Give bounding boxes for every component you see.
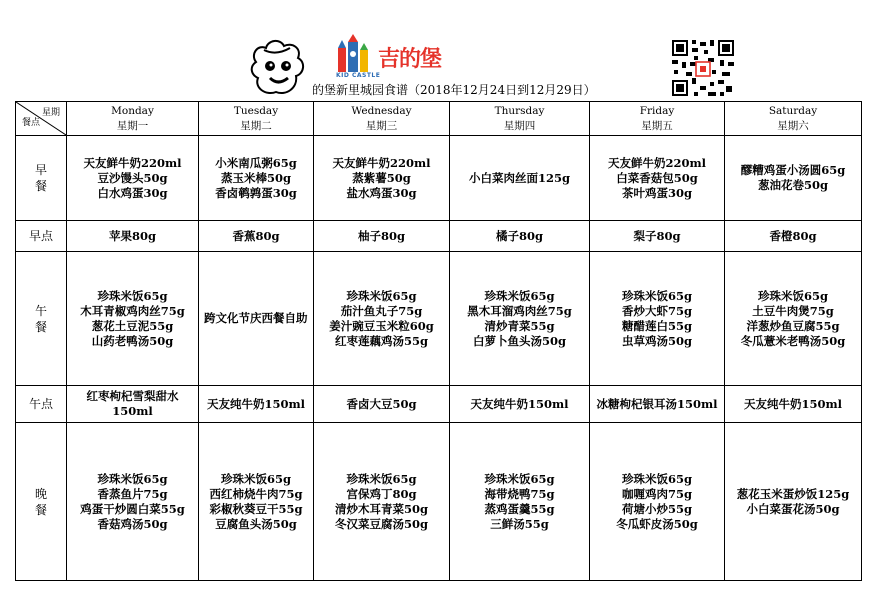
menu-cell bbox=[314, 386, 450, 423]
dish-item: 天友鲜牛奶220ml bbox=[83, 155, 182, 170]
dish-item: 香蒸鱼片75g bbox=[97, 486, 168, 501]
day-cn: 星期一 bbox=[116, 119, 149, 132]
meal-label-cell bbox=[16, 386, 67, 423]
menu-cell bbox=[725, 386, 862, 423]
menu-cell bbox=[725, 136, 862, 221]
dish-item: 姜汁豌豆玉米粒60g bbox=[329, 318, 434, 333]
dish-item: 海带烧鸭75g bbox=[484, 486, 555, 501]
dish-item: 豆沙馒头50g bbox=[97, 170, 168, 185]
day-cn: 星期六 bbox=[777, 119, 809, 132]
day-en: Saturday bbox=[768, 104, 818, 117]
day-header-thursday bbox=[450, 102, 590, 136]
dish-item: 鸡蛋干炒圆白菜55g bbox=[80, 501, 185, 516]
page-title: 的堡新里城园食谱（2018年12月24日到12月29日） bbox=[312, 83, 596, 97]
dish-item: 盐水鸡蛋30g bbox=[346, 185, 417, 200]
dish-item: 梨子80g bbox=[633, 228, 681, 243]
meal-label-cell bbox=[16, 252, 67, 386]
dish-item: 香蕉80g bbox=[232, 228, 280, 243]
menu-cell bbox=[67, 252, 199, 386]
menu-cell bbox=[725, 221, 862, 252]
dish-item: 糖醋莲白55g bbox=[621, 318, 693, 333]
day-header-wednesday bbox=[314, 102, 450, 136]
menu-cell bbox=[67, 386, 199, 423]
dish-item: 茄汁鱼丸子75g bbox=[340, 303, 423, 318]
menu-cell bbox=[314, 221, 450, 252]
dish-item: 三鲜汤55g bbox=[490, 516, 549, 531]
dish-item: 山药老鸭汤50g bbox=[91, 333, 174, 348]
menu-cell bbox=[199, 423, 314, 581]
logo-text: 吉的堡 bbox=[378, 47, 442, 72]
menu-cell bbox=[67, 423, 199, 581]
day-en: Monday bbox=[111, 104, 154, 117]
dish-item: 柚子80g bbox=[357, 228, 406, 243]
menu-cell bbox=[450, 252, 590, 386]
dish-item: 跨文化节庆西餐自助 bbox=[204, 311, 308, 325]
corner-weekday-label: 星期 bbox=[41, 108, 60, 118]
dish-item: 清炒青菜55g bbox=[484, 318, 555, 333]
lunch-row bbox=[16, 252, 862, 386]
dish-item: 小白菜肉丝面125g bbox=[468, 170, 571, 185]
day-en: Thursday bbox=[494, 104, 545, 117]
day-cn: 星期三 bbox=[365, 119, 398, 132]
day-cn: 星期二 bbox=[240, 119, 272, 132]
menu-cell bbox=[450, 423, 590, 581]
meal-label-cell bbox=[16, 423, 67, 581]
dinner-row bbox=[16, 423, 862, 581]
dish-item: 珍珠米饭65g bbox=[346, 471, 417, 486]
menu-cell bbox=[314, 252, 450, 386]
dish-item: 珍珠米饭65g bbox=[97, 288, 168, 303]
dish-item: 珍珠米饭65g bbox=[484, 471, 555, 486]
dish-item: 天友鲜牛奶220ml bbox=[332, 155, 431, 170]
menu-cell bbox=[199, 252, 314, 386]
dish-item: 天友纯牛奶150ml bbox=[470, 396, 569, 411]
meal-label: 午餐 bbox=[34, 303, 47, 334]
dish-item: 葱花土豆泥55g bbox=[91, 318, 174, 333]
day-en: Tuesday bbox=[233, 104, 279, 117]
dish-item: 白萝卜鱼头汤50g bbox=[472, 333, 567, 348]
dish-item: 豆腐鱼头汤50g bbox=[215, 516, 297, 531]
dish-item: 白菜香菇包50g bbox=[616, 170, 698, 185]
dish-item: 蒸鸡蛋羹55g bbox=[484, 501, 555, 516]
dish-item: 红枣莲藕鸡汤55g bbox=[334, 333, 429, 348]
dish-item: 冰糖枸杞银耳汤150ml bbox=[596, 396, 718, 411]
dish-item: 木耳青椒鸡肉丝75g bbox=[80, 303, 185, 318]
menu-cell bbox=[67, 136, 199, 221]
breakfast-row bbox=[16, 136, 862, 221]
dish-item: 珍珠米饭65g bbox=[346, 288, 417, 303]
day-cn: 星期五 bbox=[641, 119, 673, 132]
dish-item: 清炒木耳青菜50g bbox=[334, 501, 429, 516]
menu-cell bbox=[67, 221, 199, 252]
dish-item: 咖喱鸡肉75g bbox=[621, 486, 693, 501]
menu-cell bbox=[314, 136, 450, 221]
dish-item: 天友纯牛奶150ml bbox=[743, 396, 843, 411]
dish-item: 珍珠米饭65g bbox=[97, 471, 168, 486]
logo-subtext: KID CASTLE bbox=[336, 72, 381, 79]
dish-item: 珍珠米饭65g bbox=[484, 288, 555, 303]
meal-label-cell bbox=[16, 136, 67, 221]
dish-item: 珍珠米饭65g bbox=[621, 471, 693, 486]
afternoon-snack-row bbox=[16, 386, 862, 423]
menu-cell bbox=[314, 423, 450, 581]
menu-cell bbox=[590, 252, 725, 386]
dish-item: 冬瓜虾皮汤50g bbox=[616, 516, 698, 531]
menu-cell bbox=[199, 136, 314, 221]
dish-item: 冬瓜薏米老鸭汤50g bbox=[740, 333, 846, 348]
menu-cell bbox=[590, 423, 725, 581]
dish-item: 醪糟鸡蛋小汤圆65g bbox=[740, 163, 846, 177]
menu-cell bbox=[199, 221, 314, 252]
meal-label-cell bbox=[16, 221, 67, 252]
menu-cell bbox=[450, 221, 590, 252]
dish-item: 蒸玉米棒50g bbox=[220, 170, 292, 185]
weekly-menu-table bbox=[15, 101, 862, 581]
header-row bbox=[16, 102, 862, 136]
dish-item: 橘子80g bbox=[495, 228, 544, 243]
dish-item: 小米南瓜粥65g bbox=[215, 155, 297, 170]
mascot-logo bbox=[246, 36, 310, 100]
dish-item: 香卤大豆50g bbox=[346, 396, 417, 411]
dish-item: 彩椒秋葵豆干55g bbox=[209, 501, 303, 516]
menu-cell bbox=[590, 386, 725, 423]
day-en: Friday bbox=[639, 104, 675, 117]
corner-header-cell bbox=[16, 102, 67, 136]
menu-cell bbox=[725, 423, 862, 581]
dish-item: 香卤鹌鹑蛋30g bbox=[215, 185, 297, 200]
dish-item: 西红柿烧牛肉75g bbox=[209, 486, 303, 501]
dish-item: 天友鲜牛奶220ml bbox=[607, 155, 707, 170]
menu-cell bbox=[450, 386, 590, 423]
dish-item: 珍珠米饭65g bbox=[621, 288, 693, 303]
day-header-saturday bbox=[725, 102, 862, 136]
day-en: Wednesday bbox=[351, 104, 412, 117]
dish-item: 蒸紫薯50g bbox=[352, 170, 411, 185]
menu-cell bbox=[199, 386, 314, 423]
dish-item: 小白菜蛋花汤50g bbox=[746, 501, 840, 516]
menu-cell bbox=[725, 252, 862, 386]
dish-item: 土豆牛肉煲75g bbox=[752, 303, 834, 318]
dish-item: 葱花玉米蛋炒饭125g bbox=[736, 486, 850, 501]
dish-item: 虫草鸡汤50g bbox=[621, 333, 693, 348]
day-header-monday bbox=[67, 102, 199, 136]
day-header-tuesday bbox=[199, 102, 314, 136]
dish-item: 白水鸡蛋30g bbox=[97, 185, 168, 200]
meal-label: 早餐 bbox=[34, 163, 47, 193]
dish-item: 珍珠米饭65g bbox=[220, 471, 292, 486]
dish-item: 茶叶鸡蛋30g bbox=[621, 185, 693, 200]
meal-label: 晚餐 bbox=[34, 486, 47, 517]
qr-code bbox=[670, 38, 736, 98]
dish-item: 香炒大虾75g bbox=[621, 303, 693, 318]
dish-item: 黑木耳溜鸡肉丝75g bbox=[467, 303, 572, 318]
dish-item: 香菇鸡汤50g bbox=[97, 516, 168, 531]
menu-cell bbox=[450, 136, 590, 221]
dish-item: 荷塘小炒55g bbox=[621, 501, 693, 516]
dish-item: 宫保鸡丁80g bbox=[346, 486, 417, 501]
menu-cell bbox=[590, 136, 725, 221]
dish-item: 红枣枸杞雪梨甜水 bbox=[86, 389, 179, 403]
dish-item: 珍珠米饭65g bbox=[757, 288, 829, 303]
dish-item: 香橙80g bbox=[769, 228, 817, 243]
menu-cell bbox=[590, 221, 725, 252]
dish-item: 冬汉菜豆腐汤50g bbox=[334, 516, 429, 531]
dish-item: 洋葱炒鱼豆腐55g bbox=[746, 318, 840, 333]
dish-item: 150ml bbox=[112, 404, 153, 418]
dish-item: 苹果80g bbox=[108, 228, 157, 243]
dish-item: 葱油花卷50g bbox=[757, 178, 829, 192]
day-cn: 星期四 bbox=[503, 119, 536, 132]
corner-meal-label: 餐点 bbox=[22, 118, 41, 128]
morning-snack-row bbox=[16, 221, 862, 252]
day-header-friday bbox=[590, 102, 725, 136]
meal-label: 早点 bbox=[28, 228, 53, 243]
dish-item: 天友纯牛奶150ml bbox=[206, 396, 306, 411]
meal-label: 午点 bbox=[28, 396, 53, 411]
